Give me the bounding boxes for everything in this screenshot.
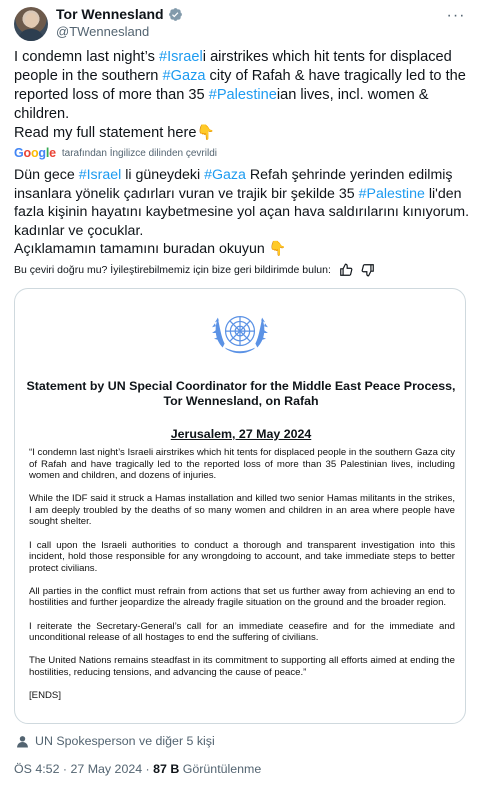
statement-body	[29, 447, 455, 713]
translated-text-segment: li'den	[424, 185, 462, 202]
translated-text-segment: fazla kişinin hayatını kaybetmesine yol açan hava saldırılarını kınıyorum.	[14, 204, 470, 220]
tweet-text-segment: ian lives, incl. women &	[276, 87, 429, 103]
statement-dateline	[15, 427, 466, 441]
statement-paragraph: [ENDS]	[29, 689, 61, 701]
statement-paragraph: I call upon the Israeli authorities to conduct a thorough and transparent investigation into this incident, hold those responsible for any wrongdoing to account, and take immediate steps to better protect civilians.	[29, 539, 455, 574]
verified-badge-icon	[168, 7, 183, 22]
tweet-text-segment: city of Rafah & have tragically led to the	[205, 68, 466, 84]
translated-text-line	[14, 185, 476, 204]
tweet-text-line	[14, 124, 474, 143]
author-display-name[interactable]: Tor Wennesland	[56, 6, 164, 22]
google-logo: Google	[14, 146, 56, 160]
tweet-timestamp[interactable]: ÖS 4:52 · 27 May 2024 ·	[14, 762, 154, 776]
hashtag-link[interactable]: #Gaza	[204, 167, 246, 183]
statement-paragraph: All parties in the conflict must refrain from actions that set us further away from achieving an end to hostilities and further jeopardize the already fragile situation on the ground and the broader region.	[29, 585, 455, 609]
avatar[interactable]	[14, 7, 48, 41]
statement-paragraph: While the IDF said it struck a Hamas installation and killed two senior Hamas militants in the strikes, I am deeply troubled by the deaths of so many women and children in an area where people have sought shelter.	[29, 493, 455, 528]
tweet-text-line	[14, 48, 474, 67]
tweet-header	[14, 6, 466, 42]
translated-text-segment: Refah şehrinde yerinden edilmiş	[245, 167, 453, 183]
statement-title-line1: Statement by UN Special Coordinator for the Middle East Peace Process,	[26, 379, 456, 393]
person-icon	[16, 735, 29, 748]
tweet-text-line	[14, 86, 474, 105]
dateline-text: Jerusalem, 27 May 2024	[170, 427, 312, 441]
un-emblem-icon	[211, 307, 269, 359]
statement-paragraph: The United Nations remains steadfast in its commitment to supporting all efforts aimed at ending the hostilities, reducing tensions, and advancing the cause of peace.”	[29, 655, 455, 678]
feedback-prompt: Bu çeviri doğru mu? İyileştirebilmemiz için bize geri bildirimde bulun:	[14, 264, 331, 276]
tweet-text-line	[14, 105, 474, 124]
tweet-text-segment: reported loss of more than 35	[14, 87, 209, 103]
translated-text-segment: insanlara yönelik çadırları vuran ve trajik bir şekilde 35	[14, 185, 359, 202]
tweet-meta	[14, 762, 261, 776]
hashtag-link[interactable]: #Palestine	[358, 185, 425, 202]
hashtag-link[interactable]: #Palestine	[208, 87, 277, 103]
author-name-row[interactable]	[56, 6, 183, 22]
views-count: 87 B	[153, 762, 180, 776]
translated-text-line	[14, 222, 476, 241]
hashtag-link[interactable]: #Israel	[78, 167, 122, 183]
tweet-text	[14, 48, 474, 143]
hashtag-link[interactable]: #Gaza	[162, 68, 206, 84]
tweet-text-segment: i airstrikes which hit tents for displaced	[202, 49, 452, 65]
tweet-text-segment: children.	[14, 106, 70, 122]
translated-text-line	[14, 240, 476, 259]
liked-by-row[interactable]	[16, 734, 215, 748]
translated-text-line	[14, 166, 476, 185]
translated-text-segment: li güneydeki	[121, 167, 205, 183]
statement-paragraph: “I condemn last night’s Israeli airstrikes which hit tents for displaced people in the southern Gaza city of Rafah and have tragically led to the reported loss of more than 35 Palestinian lives, including women and children, and dozens of injuries.	[29, 447, 455, 482]
author-handle[interactable]: @TWennesland	[56, 24, 150, 39]
translation-attribution	[14, 146, 217, 160]
translated-text-segment: Dün gece	[14, 167, 79, 183]
statement-title-line2: Tor Wennesland, on Rafah	[163, 394, 319, 408]
liked-by-text[interactable]: UN Spokesperson ve diğer 5 kişi	[35, 734, 215, 748]
thumbs-down-icon[interactable]	[361, 263, 375, 277]
views-label: Görüntülenme	[179, 762, 262, 776]
translation-feedback	[14, 263, 375, 277]
tweet-text-line	[14, 67, 474, 86]
statement-image-card[interactable]	[14, 288, 466, 724]
translated-text	[14, 166, 476, 259]
tweet-text-segment: Read my full statement here👇	[14, 125, 215, 141]
tweet-text-segment: I condemn last night’s	[14, 49, 159, 65]
translated-text-line	[14, 203, 476, 222]
tweet-text-segment: people in the southern	[14, 68, 163, 84]
statement-title	[15, 379, 466, 409]
statement-paragraph: I reiterate the Secretary-General’s call for an immediate ceasefire and for the immediate and unconditional release of all hostages to end the suffering of civilians.	[29, 620, 455, 644]
translated-text-segment: Açıklamamın tamamını buradan okuyun 👇	[14, 241, 287, 257]
more-options-icon[interactable]: ···	[446, 7, 466, 24]
hashtag-link[interactable]: #Israel	[158, 49, 203, 65]
translation-label: tarafından İngilizce dilinden çevrildi	[61, 147, 217, 159]
translated-text-segment: kadınlar ve çocuklar.	[14, 222, 144, 239]
thumbs-up-icon[interactable]	[339, 263, 353, 277]
